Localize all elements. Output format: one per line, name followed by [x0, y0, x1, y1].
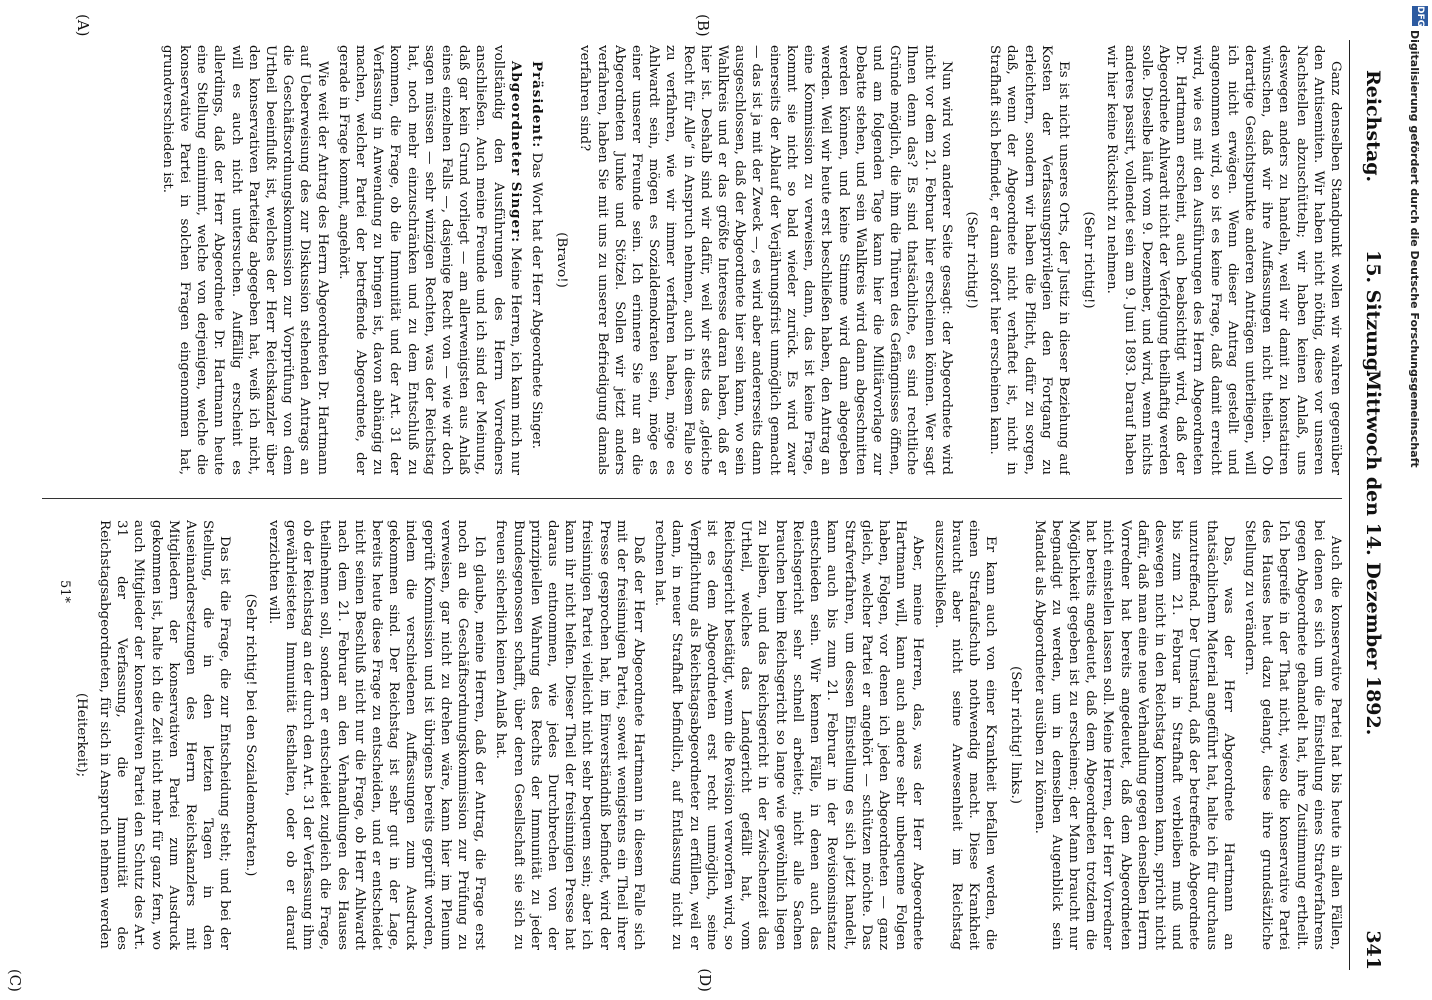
margin-mark-c: (C) [6, 968, 24, 992]
speaker-president: Präsident: [529, 61, 546, 149]
interjection: (Heiterkeit); [73, 692, 89, 778]
signature-mark: 51* [57, 580, 72, 604]
right-column [34, 520, 1344, 950]
singer-statement [335, 45, 524, 475]
paragraph: Nun wird von anderer Seite gesagt: der Abgeordnete wird nicht vor dem 21. Februar hier erscheinen können. Wer sagt Ihnen denn das? Es sind thatsächliche, es sind rechtliche Gründe möglich, die ihm die Thüren des Gefängnisses öffnen, und am folgenden Tage kann hier die Militärvorlage zur Debatte stehen, und sein Wahlkreis wird dann abgeschnitten werden können, und keine Stimme wird dann abgegeben werden. Weil wir heute erst beschließen haben, den Antrag an eine Kommission zu verweisen, dann, das ist keine Frage, kommt sie nicht so bald wieder zurück. Es wird zwar einerseits der Ablauf der Verjährungsfrist unmöglich gemacht — das ist ja mit der Zweck —, es wird aber andererseits dann ausgeschlossen, daß der Abgeordnete hier sein kann, wo sein Wahlkreis und er das größte Interesse daran haben, daß er hier ist. Deshalb sind wir dafür, weil wir stets das „gleiche Recht für Alle“ in Anspruch nehmen, auch in diesem Falle so zu verfahren, wie wir immer verfahren haben, möge es Ahlwardt sein, mögen es Sozialdemokraten sein, möge es einer unserer Freunde sein. Ich erinnere Sie nur an die Abgeordneten Junke und Stötzel. Sollen wir jetzt anders verfahren, haben Sie mit uns zu unserer Befriedigung damals verfahren sind? [577, 45, 954, 475]
paragraph: Ganz denselben Standpunkt wollen wir wahren gegenüber den Antisemiten. Wir haben nicht nöthig, diese vor unseren Nachstellen abzuschütteln; wir haben keinen Anlaß, uns deswegen anders zu handeln, weil wir damit zu konstatiren wünschen, daß wir ihre Auffassungen nicht theilen. Ob derartige Gesichtspunkte anderen Anträgen unterliegen, will ich nicht erwägen. Wenn dieser Antrag gestellt und angenommen wird, so ist es keine Frage, daß damit erreicht wird, wie es mit den Ausführungen des Herrn Abgeordneten Dr. Hartmann erscheint, auch beabsichtigt wird, daß der Abgeordnete Ahlwardt nicht der Verfolgung theilhaftig werden solle. Dieselbe läuft vom 9. Dezember, und wird, wenn nichts anderes passirt, vollendet sein am 9. Juni 1893. Darauf haben wir hier keine Rücksicht zu nehmen. [1104, 45, 1343, 475]
president-statement [528, 45, 545, 475]
margin-mark-d: (D) [696, 968, 714, 992]
interjection: (Bravo!) [554, 232, 570, 288]
header-page-number: 341 [1362, 930, 1384, 970]
paragraph: Daß der Herr Abgeordnete Hartmann in diesem Falle sich mit der freisinnigen Partei, soweit wenigstens ein Theil ihrer Presse gesprochen hat, im Einverständniß befindet, wird der freisinnigen Partei vielleicht nicht sehr bequem sein; aber ich kann ihr nicht helfen. Dieser Theil der freisinnigen Presse hat daraus entnommen, wie jedes Durchbrechen von der prinzipiellen Wahrung des Rechts der Immunität zu jeder Bundesgenossen schafft, über deren Gesellschaft sie sich zu freuen sicherlich keinen Anlaß hat. [493, 520, 647, 950]
header-session: 15. Sitzung. [1362, 250, 1384, 378]
digitalization-note: Digitalisierung gefördert durch die Deutsche Forschungsgemeinschaft [1408, 30, 1421, 468]
paragraph: Das ist die Frage, die zur Entscheidung steht; und bei der Stellung, die in den letzten Tagen in den Auseinandersetzungen des Herrn Reichskanzlers mit Mitgliedern der konservativen Partei zum Ausdruck gekommen ist, halte ich die Zeit nicht mehr für ganz fern, wo auch Mitglieder der konservativen Partei den Schutz des Art. 31 der Verfassung, die Immunität des Reichstagsabgeordneten, für sich in Anspruch nehmen werden [96, 520, 233, 950]
singer-text: Meine Herren, ich kann mich nur vollständig den Ausführungen des Herrn Vorredners anschließen. Auch meine Freunde und ich sind der Meinung, daß gar kein Grund vorliegt — am allerwenigsten aus Anlaß eines einzelnen Falls —, dasjenige Recht von — wie wir doch sagen müssen — sehr winzigen Rechten, was der Reichstag hat, noch mehr einzuschränken und zu dem Entschluß zu kommen, die Frage, ob die Immunität und der Art. 31 der Verfassung in Anwendung zu bringen ist, davon abhängig zu machen, welcher Partei der betreffende Abgeordnete, der gerade in Frage kommt, angehört. [335, 45, 523, 475]
interjection: (Sehr richtig!) [1081, 211, 1097, 309]
paragraph: Er kann auch von einer Krankheit befallen werden, die einen Strafaufschub nothwendig macht. Diese Krankheit braucht aber nicht seine Anwesenheit im Reichstag auszuschließen. [931, 520, 999, 950]
page-header [1352, 40, 1392, 970]
margin-mark-b: (B) [694, 14, 712, 37]
paragraph: Das, was der Herr Abgeordnete Hartmann an thatsächlichem Material angeführt hat, halte ich für durchaus unzutreffend. Der Umstand, daß der betreffende Abgeordnete bis zum 21. Februar in Strafhaft verbleiben muß und deswegen nicht in den Reichstag kommen kann, spricht nicht dafür, daß man eine neue Verhandlung gegen denselben Herrn Vorredner hat bereits angedeutet, daß dem Abgeordneten nicht einstellen lassen soll. Meine Herren, der Herr Vorredner hat bereits angedeutet, daß dem Abgeordneten trotzdem die Möglichkeit gegeben ist zu erscheinen; der Mann braucht nur begnadigt zu werden, um in demselben Augenblick sein Mandat als Abgeordneter ausüben zu können. [1031, 520, 1236, 950]
interjection: (Sehr richtig! bei den Sozialdemokraten.) [242, 593, 258, 877]
dfg-logo: DFG [1412, 6, 1428, 26]
paragraph: Ich glaube, meine Herren, daß der Antrag, die Frage erst noch an die Geschäftsordnungskommission zur Prüfung zu verweisen, gar nicht zu drehen wäre, kann hier im Plenum geprüft Kommission und ist übrigens bereits geprüft worden, indem die verschiedenen Auffassungen zum Ausdruck gekommen sind. Der Reichstag ist sehr gut in der Lage, bereits heute diese Frage zu entscheiden, und er entscheidet nicht seinen Beschluß nicht nur die Frage, ob Herr Ahlwardt nach dem 21. Februar an den Verhandlungen des Hauses theilnehmen soll, sondern er entscheidet zugleich die Frage, ob der Reichstag an der durch den Art. 31 der Verfassung ihm gewährleisteten Immunität festhalten, oder ob er darauf verzichten will. [265, 520, 488, 950]
margin-mark-a: (A) [74, 14, 92, 37]
speaker-singer: Abgeordneter Singer: [507, 61, 524, 244]
paragraph: Wie weit der Antrag des Herrn Abgeordneten Dr. Hartmann auf Ueberweisung des zur Diskussion stehenden Antrags an die Geschäftsordnungskommission zur Vorprüfung von dem Urtheil beeinflußt ist, welches der Herr Reichskanzler über den konservativen Parteitag abgegeben hat, weiß ich nicht, will es auch nicht untersuchen. Auffällig erscheint es allerdings, daß der Herr Abgeordnete Dr. Hartmann heute eine Stellung einnimmt, welche von derjenigen, welche die konservative Partei in solchen Fragen eingenommen hat, grundverschieden ist. [159, 45, 330, 475]
left-column [34, 45, 1344, 475]
header-rule [1349, 40, 1350, 970]
interjection: (Sehr richtig!) [963, 211, 979, 309]
header-title: Reichstag. [1362, 70, 1384, 183]
interjection: (Sehr richtig! links.) [1008, 666, 1024, 804]
column-divider [42, 498, 1342, 499]
paragraph: Es ist nicht unseres Orts, der Justiz in dieser Beziehung auf Kosten der Verfassungsprivilegien den Fortgang zu erleichtern, sondern wir haben die Pflicht, dafür zu sorgen, daß, wenn der Abgeordnete nicht verhaftet ist, nicht in Strafhaft sich befindet, er dann sofort hier erscheinen kann. [987, 45, 1071, 475]
paragraph: Aber, meine Herren, das, was der Herr Abgeordnete Hartmann will, kann auch andere sehr unbequeme Folgen haben, Folgen, vor denen ich jeden Abgeordneten — ganz gleich, welcher Partei er angehört — schützen möchte. Das Strafverfahren, um dessen Einstellung es sich jetzt handelt, kann auch bis zum 21. Februar in der Revisionsinstanz entschieden sein. Wir kennen Fälle, in denen auch das Reichsgericht sehr schnell arbeitet; nicht alle Sachen brauchen beim Reichsgericht so lange wie gewöhnlich liegen zu bleiben, und das Reichsgericht in der Zwischenzeit das Urtheil, welches das Landgericht gefällt hat, vom Reichsgericht bestätigt, wenn die Revision verworfen wird, so ist es dem Abgeordneten erst recht unmöglich, seine Verpflichtung als Reichstagsabgeordneter zu erfüllen, weil er dann, in neuer Strafhaft befindlich, auf Entlassung nicht zu rechnen hat. [652, 520, 926, 950]
paragraph: Auch die konservative Partei hat bis heute in allen Fällen, bei denen es sich um die Einstellung eines Strafverfahrens gegen Abgeordnete gehandelt hat, ihre Zustimmung ertheilt. Ich begreife in der That nicht, wieso die konservative Partei des Hauses heut dazu gelangt, diese ihre grundsätzliche Stellung zu verändern. [1241, 520, 1343, 950]
header-date: Mittwoch den 14. Dezember 1892. [1362, 370, 1384, 736]
president-text: Das Wort hat der Herr Abgeordnete Singer. [529, 152, 545, 449]
